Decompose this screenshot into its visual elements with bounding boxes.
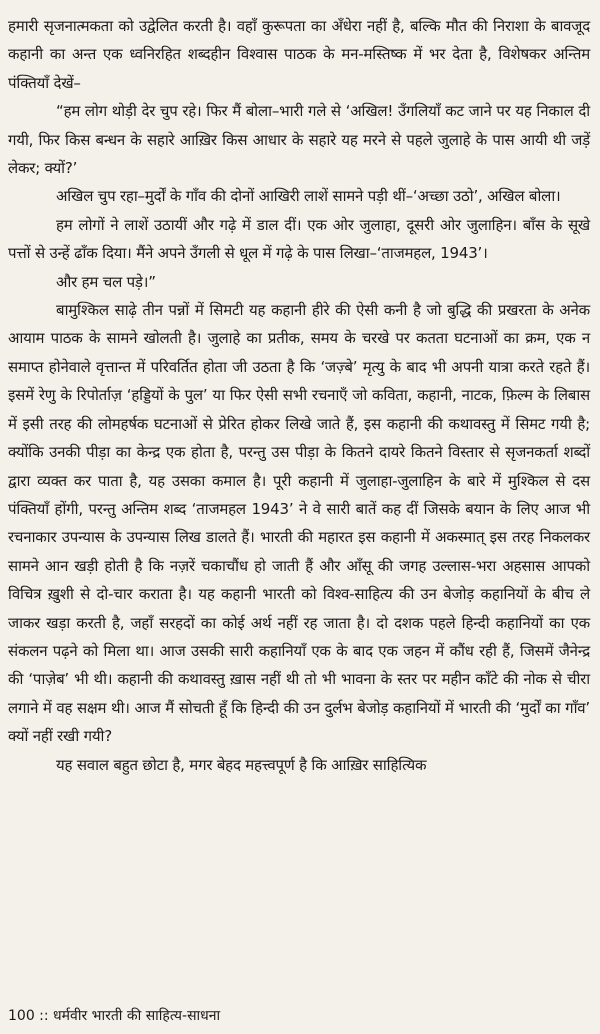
paragraph-analysis: बामुश्किल साढ़े तीन पन्नों में सिमटी यह कहानी हीरे की ऐसी कनी है जो बुद्धि की प्रखरता के अनेक आयाम पाठक के सामने खोलती है। जुलाहे का प्रतीक, समय के चरखे पर कतता घटनाओं का क्रम, एक न समाप्त होनेवाले वृत्तान्त में परिवर्तित होता जी उठता है कि ‘जज़्बे’ मृत्यु के बाद भी अपनी यात्रा करते रहते हैं। इसमें रेणु के रिपोर्ताज़ ‘हड्डियों के पुल’ या फिर ऐसी सभी रचनाएँ जो कविता, कहानी, नाटक, फ़िल्म के लिबास में इसी तरह की लोमहर्षक घटनाओं से प्रेरित होकर लिखे जाते हैं, इस कहानी की कथावस्तु में सिमट गयी है; क्योंकि उनकी पीड़ा का केन्द्र एक होता है, परन्तु उस पीड़ा के कितने दायरे कितने विस्तार से सृजनकर्ता शब्दों द्वारा व्यक्त कर पाता है, यह उसका कमाल है। पूरी कहानी में जुलाहा-जुलाहिन के बारे में मुश्किल से दस पंक्तियाँ होंगी, परन्तु अन्तिम शब्द ‘ताजमहल 1943’ ने वे सारी बातें कह दीं जिसके बयान के लिए आज भी रचनाकार उपन्यास के उपन्यास लिख डालते हैं। भारती की महारत इस कहानी में अकस्मात् इस तरह निकलकर सामने आन खड़ी होती है कि नज़रें चकाचौंध हो जाती हैं और आँसू की जगह उल्लास-भरा अहसास आपको विचित्र ख़ुशी से दो-चार कराता है। यह कहानी भारती को विश्व-साहित्य की उन बेजोड़ कहानियों के बीच ले जाकर खड़ा करती है, जहाँ सरहदों का कोई अर्थ नहीं रह जाता है। दो दशक पहले हिन्दी कहानियों का एक संकलन पढ़ने को मिला था। आज उसकी सारी कहानियाँ एक के बाद एक जहन में कौंध रही हैं, जिसमें जैनेन्द्र की ‘पाज़ेब’ भी थी। कहानी की कथावस्तु ख़ास नहीं थी तो भी भावना के स्तर पर महीन काँटे की नोक से चीरा लगाने में वह सक्षम थी। आज मैं सोचती हूँ कि हिन्दी की उन दुर्लभ बेजोड़ कहानियों में भारती की ‘मुर्दों का गाँव’ क्यों नहीं रखी गयी?: [8, 301, 590, 746]
quote-paragraph-1: “हम लोग थोड़ी देर चुप रहे। फिर मैं बोला–भारी गले से ‘अखिल! उँगलियाँ कट जाने पर यह निकाल दी गयी, फिर किस बन्धन के सहारे आख़िर किस आधार के सहारे यह मरने से पहले जुलाहे के पास आयी थी जड़ें लेकर; क्यों?’: [8, 102, 590, 178]
page-footer: 100 :: धर्मवीर भारती की साहित्य-साधना: [8, 1008, 221, 1024]
quote-paragraph-3: हम लोगों ने लाशें उठायीं और गढ़े में डाल दीं। एक ओर जुलाहा, दूसरी ओर जुलाहिन। बाँस के सूखे पत्तों से उन्हें ढाँक दिया। मैंने अपने उँगली से धूल में गढ़े के पास लिखा–‘ताजमहल, 1943’।: [8, 215, 590, 263]
quote-paragraph-4: और हम चल पड़े।”: [56, 272, 156, 291]
quote-paragraph-2: अखिल चुप रहा–मुर्दों के गाँव की दोनों आखिरी लाशें सामने पड़ी थीं–‘अच्छा उठो’, अखिल बोला।: [56, 187, 561, 206]
paragraph-closing: यह सवाल बहुत छोटा है, मगर बेहद महत्त्वपूर्ण है कि आख़िर साहित्यिक: [56, 755, 427, 774]
page-body: [8, 12, 590, 779]
paragraph-intro: हमारी सृजनात्मकता को उद्वेलित करती है। वहाँ कुरूपता का अँधेरा नहीं है, बल्कि मौत की निराशा के बावजूद कहानी का अन्त एक ध्वनिरहित शब्दहीन विश्वास पाठक के मन-मस्तिष्क में भर देता है, विशेषकर अन्तिम पंक्तियाँ देखें–: [8, 17, 590, 92]
